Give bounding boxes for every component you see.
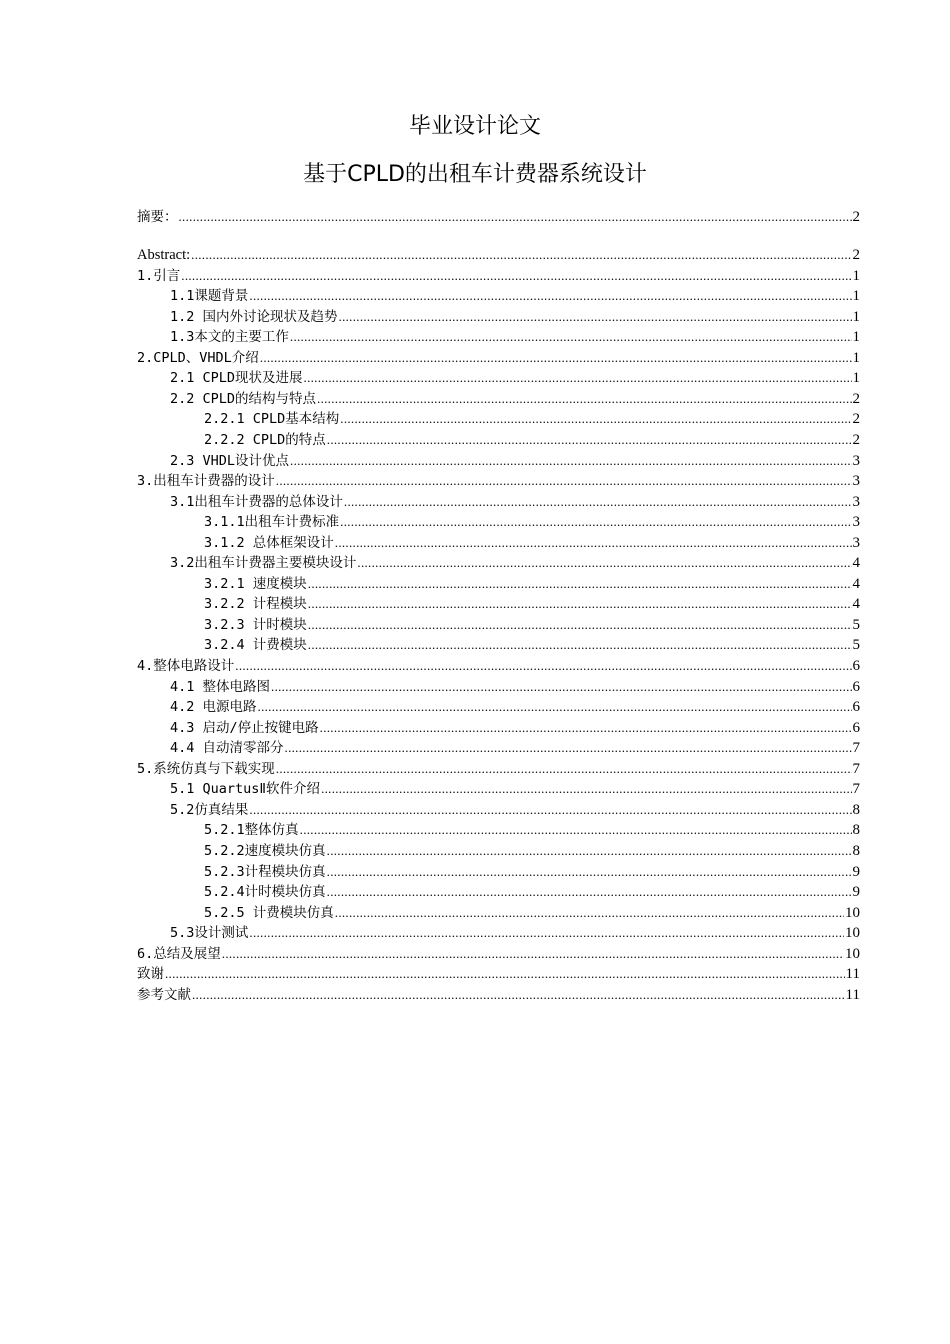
toc-entry-label: 5.1 QuartusⅡ软件介绍 xyxy=(170,781,321,798)
toc-leader-dots xyxy=(258,697,852,717)
toc-entry[interactable] xyxy=(137,348,860,368)
toc-leader-dots xyxy=(317,389,851,409)
toc-entry[interactable] xyxy=(137,245,860,265)
toc-entry-page-number: 6 xyxy=(852,719,860,736)
toc-entry[interactable] xyxy=(137,800,860,820)
toc-entry[interactable] xyxy=(137,327,860,347)
toc-entry[interactable] xyxy=(137,471,860,491)
toc-entry-page-number: 7 xyxy=(852,740,860,757)
toc-entry[interactable] xyxy=(137,923,860,943)
toc-entry-page-number: 8 xyxy=(852,801,860,818)
toc-leader-dots xyxy=(308,635,852,655)
toc-leader-dots xyxy=(304,368,852,388)
toc-entry-label: 5.2仿真结果 xyxy=(170,801,249,818)
toc-entry[interactable] xyxy=(137,594,860,614)
toc-entry-page-number: 7 xyxy=(852,760,860,777)
toc-entry-label: 5.2.1整体仿真 xyxy=(204,822,299,839)
toc-entry-label: 2.2.1 CPLD基本结构 xyxy=(204,411,340,428)
toc-leader-dots xyxy=(249,923,844,943)
toc-entry[interactable] xyxy=(137,389,860,409)
toc-leader-dots xyxy=(249,286,851,306)
toc-entry-label: 1.1课题背景 xyxy=(170,288,249,305)
toc-entry-page-number: 8 xyxy=(852,822,860,839)
toc-entry-page-number: 1 xyxy=(852,370,860,387)
toc-entry[interactable] xyxy=(137,964,860,984)
toc-entry-page-number: 7 xyxy=(852,781,860,798)
toc-entry-page-number: 2 xyxy=(852,411,860,428)
toc-entry-label: 4.4 自动清零部分 xyxy=(170,740,284,757)
toc-entry-label: 3.2.1 速度模块 xyxy=(204,575,307,592)
toc-entry[interactable] xyxy=(137,512,860,532)
toc-leader-dots xyxy=(249,800,851,820)
toc-entry-page-number: 1 xyxy=(852,267,860,284)
toc-entry[interactable] xyxy=(137,553,860,573)
toc-leader-dots xyxy=(300,820,852,840)
toc-leader-dots xyxy=(165,964,845,984)
toc-leader-dots xyxy=(181,266,851,286)
toc-entry-label: 2.3 VHDL设计优点 xyxy=(170,452,290,469)
toc-entry-page-number: 6 xyxy=(852,699,860,716)
toc-entry-page-number: 10 xyxy=(845,945,860,962)
toc-leader-dots xyxy=(290,327,852,347)
toc-entry-label: 2.1 CPLD现状及进展 xyxy=(170,370,303,387)
toc-entry[interactable] xyxy=(137,286,860,306)
toc-leader-dots xyxy=(276,759,852,779)
toc-entry[interactable] xyxy=(137,697,860,717)
toc-entry-page-number: 9 xyxy=(852,884,860,901)
toc-leader-dots xyxy=(321,779,851,799)
toc-entry-page-number: 2 xyxy=(852,209,860,225)
toc-entry[interactable] xyxy=(137,944,860,964)
toc-entry-page-number: 1 xyxy=(852,288,860,305)
toc-leader-dots xyxy=(335,533,852,553)
toc-entry-page-number: 6 xyxy=(852,658,860,674)
toc-entry[interactable] xyxy=(137,635,860,655)
toc-entry[interactable] xyxy=(137,656,860,676)
toc-entry-page-number: 2 xyxy=(852,431,860,448)
toc-entry-page-number: 3 xyxy=(852,493,860,510)
toc-entry-label: 6.总结及展望 xyxy=(137,945,221,962)
toc-entry-page-number: 10 xyxy=(845,925,860,942)
toc-entry-page-number: 11 xyxy=(845,966,860,983)
toc-entry-label: 2.2.2 CPLD的特点 xyxy=(204,431,326,448)
toc-entry-page-number: 2 xyxy=(852,247,860,263)
toc-entry-label: 5.2.2速度模块仿真 xyxy=(204,842,326,859)
toc-entry[interactable] xyxy=(137,615,860,635)
toc-entry-label: 2.CPLD、VHDL介绍 xyxy=(137,349,259,366)
toc-leader-dots xyxy=(308,574,852,594)
toc-entry[interactable] xyxy=(137,430,860,450)
toc-leader-dots xyxy=(179,207,852,227)
toc-leader-dots xyxy=(344,492,852,512)
toc-leader-dots xyxy=(335,903,844,923)
toc-leader-dots xyxy=(191,245,851,265)
toc-entry[interactable] xyxy=(137,266,860,286)
toc-entry[interactable] xyxy=(137,677,860,697)
toc-leader-dots xyxy=(340,409,851,429)
toc-entry-page-number: 3 xyxy=(852,534,860,551)
toc-leader-dots xyxy=(327,841,852,861)
toc-entry[interactable] xyxy=(137,307,860,327)
toc-entry-page-number: 8 xyxy=(852,842,860,859)
toc-entry-label: 5.2.4计时模块仿真 xyxy=(204,884,326,901)
toc-entry[interactable] xyxy=(137,738,860,758)
toc-entry[interactable] xyxy=(137,368,860,388)
toc-leader-dots xyxy=(339,307,852,327)
toc-entry[interactable] xyxy=(137,779,860,799)
toc-leader-dots xyxy=(192,985,845,1005)
toc-entry-page-number: 5 xyxy=(852,616,860,633)
toc-leader-dots xyxy=(308,615,852,635)
toc-entry[interactable] xyxy=(137,492,860,512)
toc-entry[interactable] xyxy=(137,903,860,923)
toc-entry-label: 摘要： xyxy=(137,209,178,225)
toc-entry[interactable] xyxy=(137,882,860,902)
toc-leader-dots xyxy=(285,738,852,758)
toc-entry[interactable] xyxy=(137,841,860,861)
toc-entry[interactable] xyxy=(137,574,860,594)
toc-leader-dots xyxy=(320,718,852,738)
toc-entry-label: 3.1出租车计费器的总体设计 xyxy=(170,493,343,510)
toc-entry-page-number: 11 xyxy=(845,986,860,1003)
toc-entry[interactable] xyxy=(137,820,860,840)
toc-entry[interactable] xyxy=(137,718,860,738)
toc-entry-label: 3.出租车计费器的设计 xyxy=(137,473,275,490)
toc-entry-page-number: 10 xyxy=(845,904,860,921)
toc-leader-dots xyxy=(327,862,852,882)
toc-entry-label: 3.1.2 总体框架设计 xyxy=(204,534,334,551)
toc-entry[interactable] xyxy=(137,759,860,779)
toc-leader-dots xyxy=(276,471,852,491)
toc-leader-dots xyxy=(271,677,851,697)
toc-entry-label: 1.3本文的主要工作 xyxy=(170,329,289,346)
toc-leader-dots xyxy=(222,944,844,964)
toc-entry-page-number: 3 xyxy=(852,514,860,531)
document-subtitle: 基于CPLD的出租车计费器系统设计 xyxy=(303,162,647,187)
toc-entry-label: 1.引言 xyxy=(137,267,181,284)
toc-entry[interactable] xyxy=(137,451,860,471)
toc-entry-label: 5.2.5 计费模块仿真 xyxy=(204,904,334,921)
toc-entry-page-number: 3 xyxy=(852,452,860,469)
toc-entry-page-number: 1 xyxy=(852,329,860,346)
toc-entry-label: 5.3设计测试 xyxy=(170,925,249,942)
toc-entry-label: 3.1.1出租车计费标准 xyxy=(204,514,340,531)
toc-entry-label: 2.2 CPLD的结构与特点 xyxy=(170,390,317,407)
toc-leader-dots xyxy=(290,451,851,471)
toc-leader-dots xyxy=(327,882,852,902)
toc-entry-label: 3.2出租车计费器主要模块设计 xyxy=(170,555,357,572)
toc-leader-dots xyxy=(308,594,852,614)
toc-leader-dots xyxy=(327,430,852,450)
toc-entry[interactable] xyxy=(137,409,860,429)
toc-entry[interactable] xyxy=(137,533,860,553)
toc-entry-label: 致谢 xyxy=(137,966,164,983)
toc-leader-dots xyxy=(260,348,852,368)
toc-entry-page-number: 5 xyxy=(852,637,860,654)
toc-entry-page-number: 4 xyxy=(852,596,860,613)
toc-entry-page-number: 2 xyxy=(852,390,860,407)
toc-entry[interactable] xyxy=(137,862,860,882)
toc-entry-page-number: 4 xyxy=(852,555,860,572)
document-title: 毕业设计论文 xyxy=(408,114,541,139)
toc-leader-dots xyxy=(235,656,851,676)
toc-leader-dots xyxy=(357,553,851,573)
toc-entry[interactable] xyxy=(137,985,860,1005)
toc-entry-page-number: 6 xyxy=(852,678,860,695)
toc-entry-label: 4.2 电源电路 xyxy=(170,699,257,716)
toc-entry-page-number: 3 xyxy=(852,473,860,490)
toc-entry-label: Abstract: xyxy=(137,247,191,263)
toc-entry-page-number: 4 xyxy=(852,575,860,592)
toc-entry-label: 4.3 启动/停止按键电路 xyxy=(170,719,319,736)
toc-entry-label: 5.系统仿真与下载实现 xyxy=(137,760,275,777)
toc-entry-page-number: 1 xyxy=(852,308,860,325)
toc-entry-label: 1.2 国内外讨论现状及趋势 xyxy=(170,308,338,325)
toc-entry-label: 4.1 整体电路图 xyxy=(170,678,271,695)
toc-entry[interactable] xyxy=(137,207,860,227)
toc-entry-label: 3.2.3 计时模块 xyxy=(204,616,307,633)
toc-entry-page-number: 1 xyxy=(852,349,860,366)
toc-leader-dots xyxy=(340,512,851,532)
toc-entry-label: 参考文献 xyxy=(137,986,191,1003)
toc-entry-page-number: 9 xyxy=(852,863,860,880)
toc-entry-label: 3.2.2 计程模块 xyxy=(204,596,307,613)
toc-entry-label: 3.2.4 计费模块 xyxy=(204,637,307,654)
toc-entry-label: 4.整体电路设计 xyxy=(137,658,235,674)
toc-entry-label: 5.2.3计程模块仿真 xyxy=(204,863,326,880)
